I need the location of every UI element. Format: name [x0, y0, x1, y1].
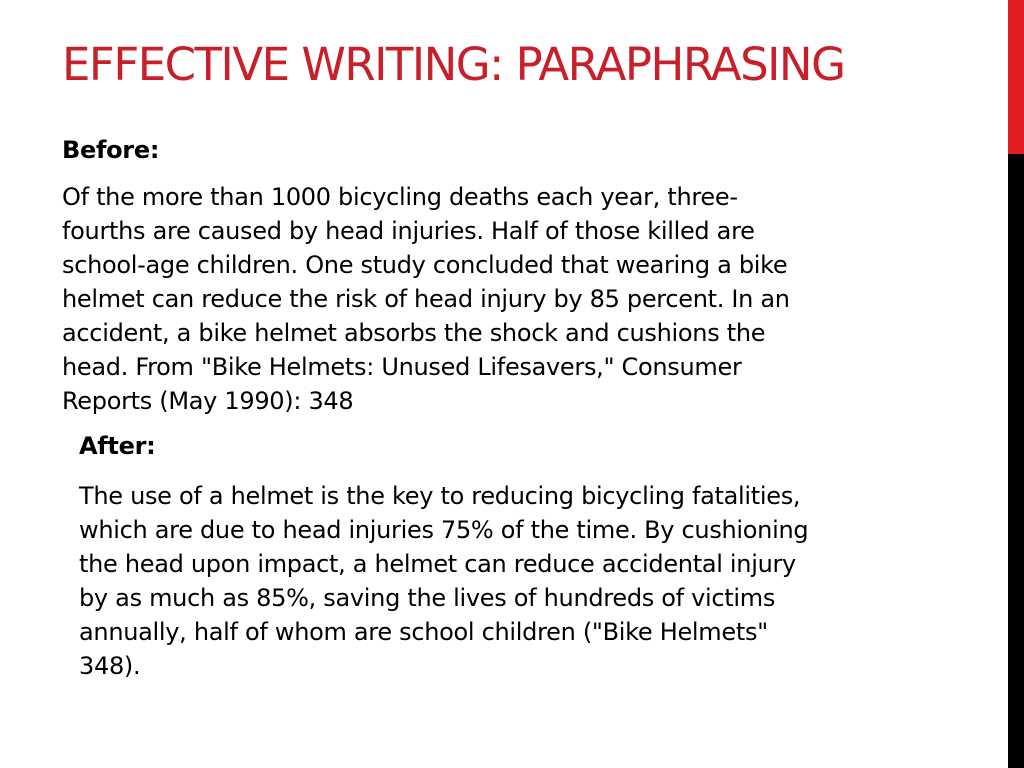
after-line: the head upon impact, a helmet can reduce accidental injury	[79, 550, 796, 578]
after-heading: After:	[79, 432, 156, 460]
after-paragraph	[79, 479, 959, 683]
after-line: The use of a helmet is the key to reducing bicycling fatalities,	[79, 482, 801, 510]
accent-bar-red	[1008, 0, 1024, 154]
before-heading: Before:	[62, 136, 160, 164]
before-line: Reports (May 1990): 348	[62, 387, 354, 415]
before-line: accident, a bike helmet absorbs the shock and cushions the	[62, 319, 766, 347]
before-line: school-age children. One study concluded that wearing a bike	[62, 251, 788, 279]
before-line: fourths are caused by head injuries. Half of those killed are	[62, 217, 755, 245]
before-line: head. From "Bike Helmets: Unused Lifesavers," Consumer	[62, 353, 742, 381]
after-line: by as much as 85%, saving the lives of hundreds of victims	[79, 584, 776, 612]
before-paragraph	[62, 180, 942, 418]
after-line: which are due to head injuries 75% of the time. By cushioning	[79, 516, 809, 544]
before-line: Of the more than 1000 bicycling deaths each year, three-	[62, 183, 738, 211]
after-line: annually, half of whom are school children ("Bike Helmets"	[79, 618, 768, 646]
before-line: helmet can reduce the risk of head injury by 85 percent. In an	[62, 285, 790, 313]
slide-title: EFFECTIVE WRITING: PARAPHRASING	[62, 38, 845, 91]
after-line: 348).	[79, 652, 141, 680]
accent-bar-black	[1008, 154, 1024, 768]
